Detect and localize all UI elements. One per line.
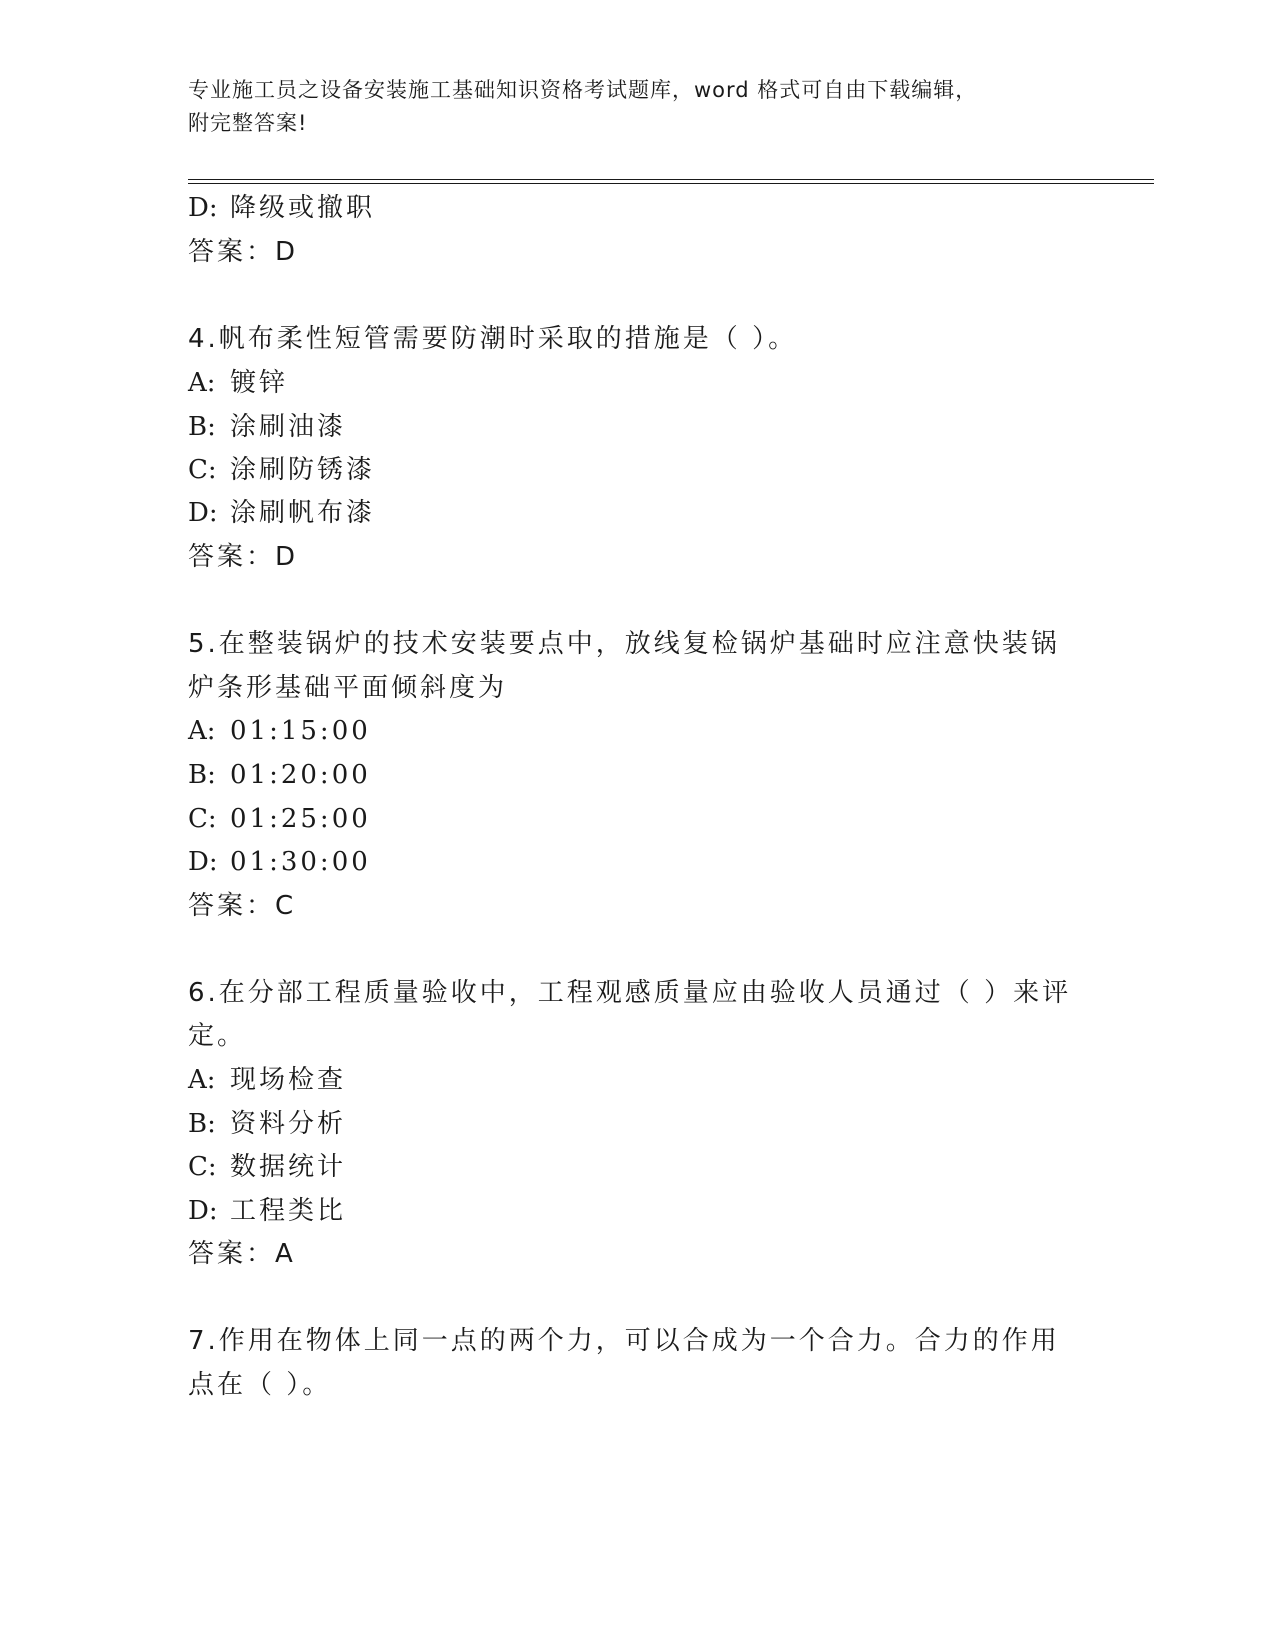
header-divider-bottom	[188, 183, 1154, 184]
q6-option-a	[188, 1064, 346, 1096]
option-key: D:	[188, 847, 218, 877]
option-text: 现场检查	[230, 1065, 347, 1095]
q5-option-c	[188, 803, 371, 835]
q4-option-c	[188, 454, 375, 486]
option-key: A:	[188, 1065, 216, 1095]
option-text: 01:20:00	[230, 760, 371, 790]
header-line-2: 附完整答案!	[188, 111, 308, 135]
option-text: 01:25:00	[230, 804, 371, 834]
option-key: D:	[188, 498, 218, 528]
answer-label: 答案：	[188, 542, 276, 572]
option-key: C:	[188, 1152, 217, 1182]
q4-answer	[188, 541, 298, 573]
q5-option-d	[188, 846, 371, 878]
option-text: 涂刷帆布漆	[230, 498, 376, 528]
answer-value: A	[275, 1239, 296, 1269]
answer-label: 答案：	[188, 237, 276, 267]
q6-answer	[188, 1238, 296, 1270]
header-divider-top	[188, 179, 1154, 180]
document-header	[188, 74, 1088, 140]
answer-value: D	[275, 542, 299, 572]
q6-stem-line-1: 6.在分部工程质量验收中，工程观感质量应由验收人员通过（ ）来评	[188, 978, 1072, 1008]
q7-stem-line-2: 点在（ ）。	[188, 1370, 332, 1400]
option-text: 涂刷防锈漆	[230, 455, 376, 485]
q6-option-d	[188, 1195, 346, 1227]
option-key: D:	[188, 193, 218, 223]
q6-stem-line-2: 定。	[188, 1021, 247, 1051]
header-line-1: 专业施工员之设备安装施工基础知识资格考试题库，word 格式可自由下载编辑，	[188, 78, 978, 102]
q5-option-b	[188, 759, 371, 791]
option-text: 工程类比	[230, 1196, 347, 1226]
q4-stem: 4.帆布柔性短管需要防潮时采取的措施是（ ）。	[188, 324, 798, 354]
answer-value: D	[275, 237, 299, 267]
option-key: A:	[188, 368, 216, 398]
option-text: 数据统计	[230, 1152, 347, 1182]
q4-option-d	[188, 497, 375, 529]
prev-option-d	[188, 192, 375, 224]
prev-answer	[188, 236, 298, 268]
q6-option-c	[188, 1151, 346, 1183]
q6-option-b	[188, 1108, 346, 1140]
option-key: A:	[188, 716, 216, 746]
q5-answer	[188, 890, 296, 922]
q4-option-a	[188, 367, 288, 399]
q5-option-a	[188, 715, 371, 747]
option-key: C:	[188, 804, 217, 834]
q4-option-b	[188, 411, 346, 443]
answer-value: C	[275, 891, 297, 921]
option-text: 降级或撤职	[230, 193, 376, 223]
q5-stem-line-1: 5.在整装锅炉的技术安装要点中，放线复检锅炉基础时应注意快装锅	[188, 629, 1060, 659]
option-key: B:	[188, 760, 216, 790]
option-key: B:	[188, 412, 216, 442]
option-text: 01:15:00	[230, 716, 371, 746]
option-text: 镀锌	[230, 368, 289, 398]
q5-stem-line-2: 炉条形基础平面倾斜度为	[188, 673, 508, 703]
option-text: 涂刷油漆	[230, 412, 347, 442]
q7-stem-line-1: 7.作用在物体上同一点的两个力，可以合成为一个合力。合力的作用	[188, 1326, 1060, 1356]
answer-label: 答案：	[188, 891, 276, 921]
option-text: 资料分析	[230, 1109, 347, 1139]
option-key: D:	[188, 1196, 218, 1226]
option-key: B:	[188, 1109, 216, 1139]
option-key: C:	[188, 455, 217, 485]
answer-label: 答案：	[188, 1239, 276, 1269]
option-text: 01:30:00	[230, 847, 371, 877]
